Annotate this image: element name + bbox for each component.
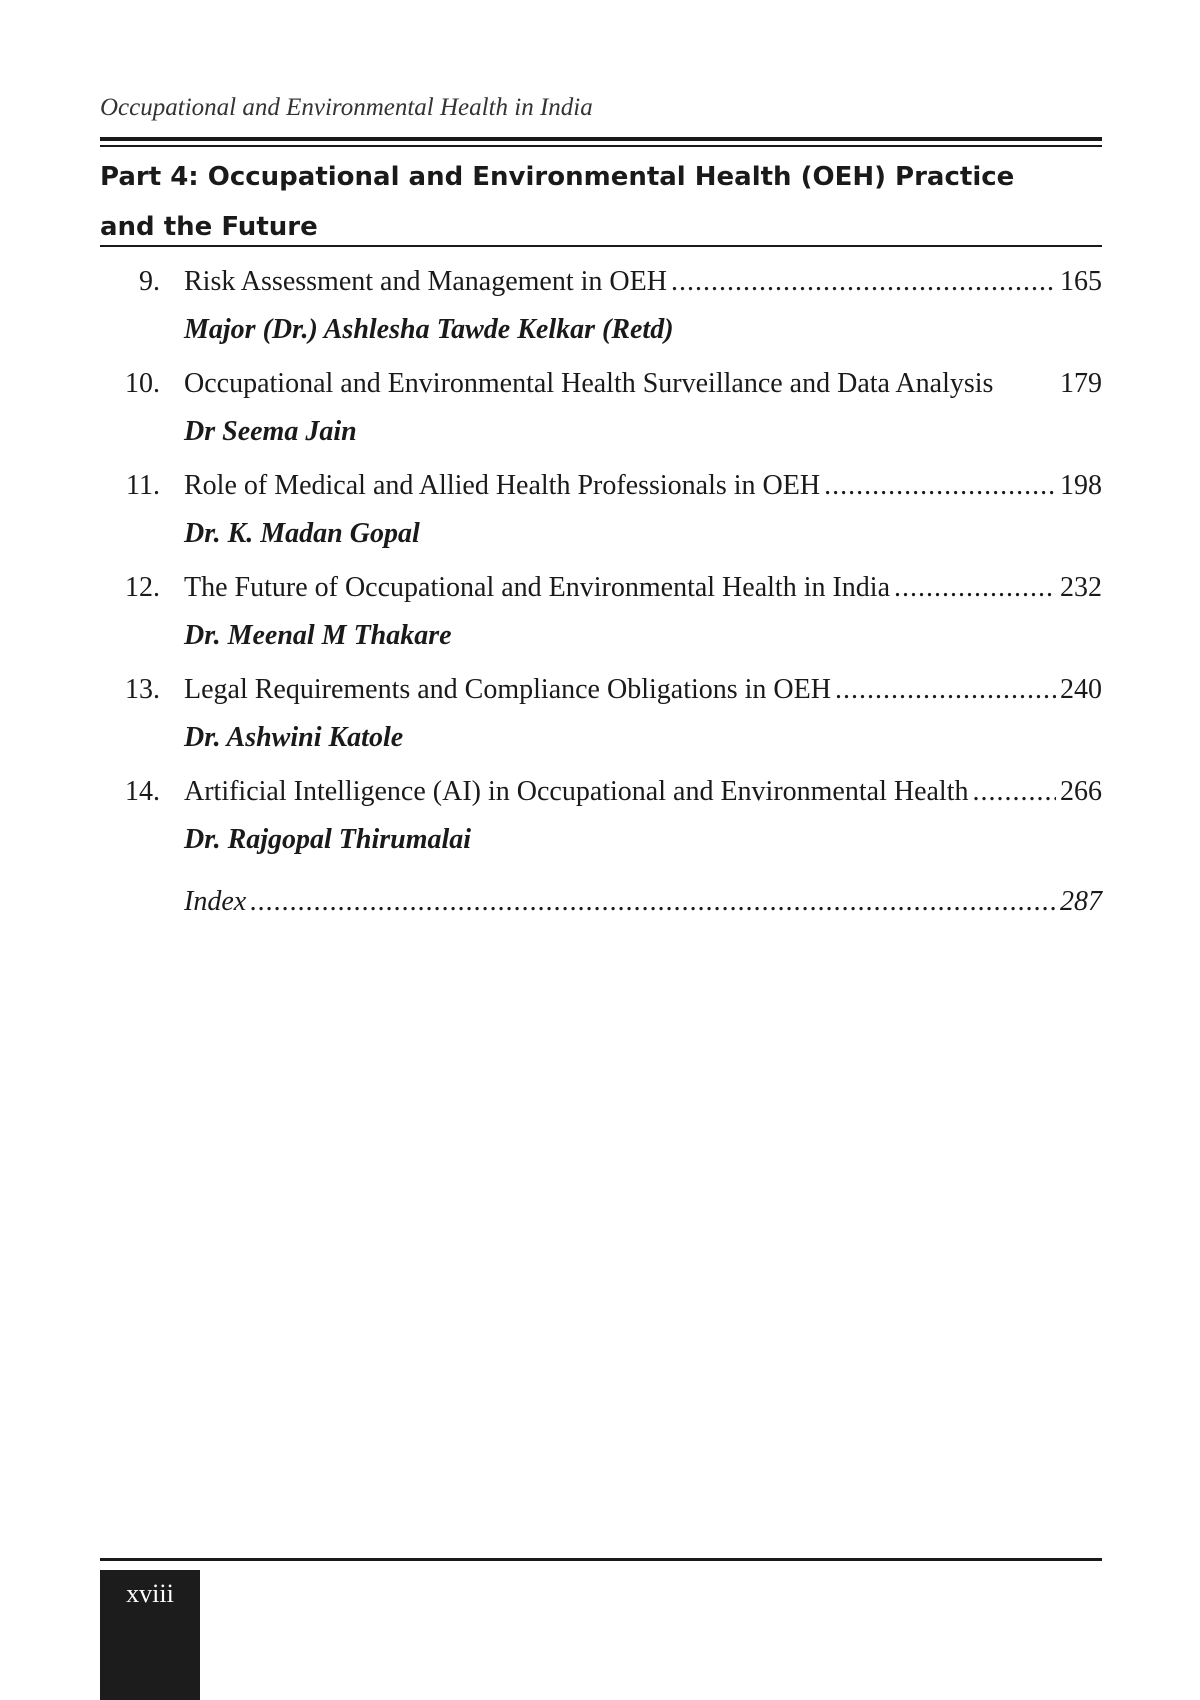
chapter-author: Dr. Ashwini Katole [184, 722, 404, 753]
chapter-author: Dr Seema Jain [184, 416, 357, 447]
page-number: 179 [1060, 368, 1102, 399]
dot-leader [972, 768, 1056, 816]
toc-entry-12[interactable] [100, 564, 1102, 666]
chapter-number: 14. [125, 776, 160, 807]
chapter-number: 12. [125, 572, 160, 603]
chapter-title[interactable]: Occupational and Environmental Health Surveillance and Data Analysis [184, 368, 994, 399]
chapter-author: Dr. Rajgopal Thirumalai [184, 824, 472, 855]
dot-leader [894, 564, 1056, 612]
toc-entry-9[interactable] [100, 258, 1102, 360]
chapter-title[interactable]: Role of Medical and Allied Health Professionals in OEH [184, 470, 821, 501]
toc-entry-index[interactable] [100, 878, 1102, 938]
chapter-author: Major (Dr.) Ashlesha Tawde Kelkar (Retd) [184, 314, 674, 345]
chapter-title[interactable]: The Future of Occupational and Environmental Health in India [184, 572, 891, 603]
chapter-author: Dr. Meenal M Thakare [184, 620, 452, 651]
dot-leader [671, 258, 1056, 306]
chapter-author: Dr. K. Madan Gopal [184, 518, 420, 549]
footer-rule [100, 1558, 1102, 1561]
part-title-line2: and the Future [100, 212, 318, 242]
dot-leader [835, 666, 1056, 714]
page-number: 240 [1060, 674, 1102, 705]
page-number: 266 [1060, 776, 1102, 807]
index-title[interactable]: Index [184, 886, 247, 917]
dot-leader [824, 462, 1056, 510]
folio-page-number: xviii [100, 1570, 200, 1700]
toc-entry-10[interactable] [100, 360, 1102, 462]
part-title-line1: Part 4: Occupational and Environmental Health (OEH) Practice [100, 162, 1015, 192]
toc-entry-13[interactable] [100, 666, 1102, 768]
page-number: 198 [1060, 470, 1102, 501]
toc-entry-14[interactable] [100, 768, 1102, 870]
chapter-title[interactable]: Artificial Intelligence (AI) in Occupational and Environmental Health [184, 776, 969, 807]
chapter-number: 13. [125, 674, 160, 705]
index-page-number: 287 [1060, 886, 1102, 917]
page-number: 165 [1060, 266, 1102, 297]
part-title [100, 152, 1102, 252]
dot-leader [250, 878, 1056, 926]
running-head: Occupational and Environmental Health in India [100, 94, 593, 121]
chapter-number: 11. [126, 470, 160, 501]
chapter-title[interactable]: Risk Assessment and Management in OEH [184, 266, 667, 297]
chapter-title[interactable]: Legal Requirements and Compliance Obligations in OEH [184, 674, 831, 705]
part-title-rule [100, 245, 1102, 247]
chapter-number: 9. [139, 266, 160, 297]
header-rule-thin [100, 145, 1102, 147]
chapter-number: 10. [125, 368, 160, 399]
toc-entry-11[interactable] [100, 462, 1102, 564]
header-rule-thick [100, 137, 1102, 141]
table-of-contents [100, 258, 1102, 938]
page-number: 232 [1060, 572, 1102, 603]
